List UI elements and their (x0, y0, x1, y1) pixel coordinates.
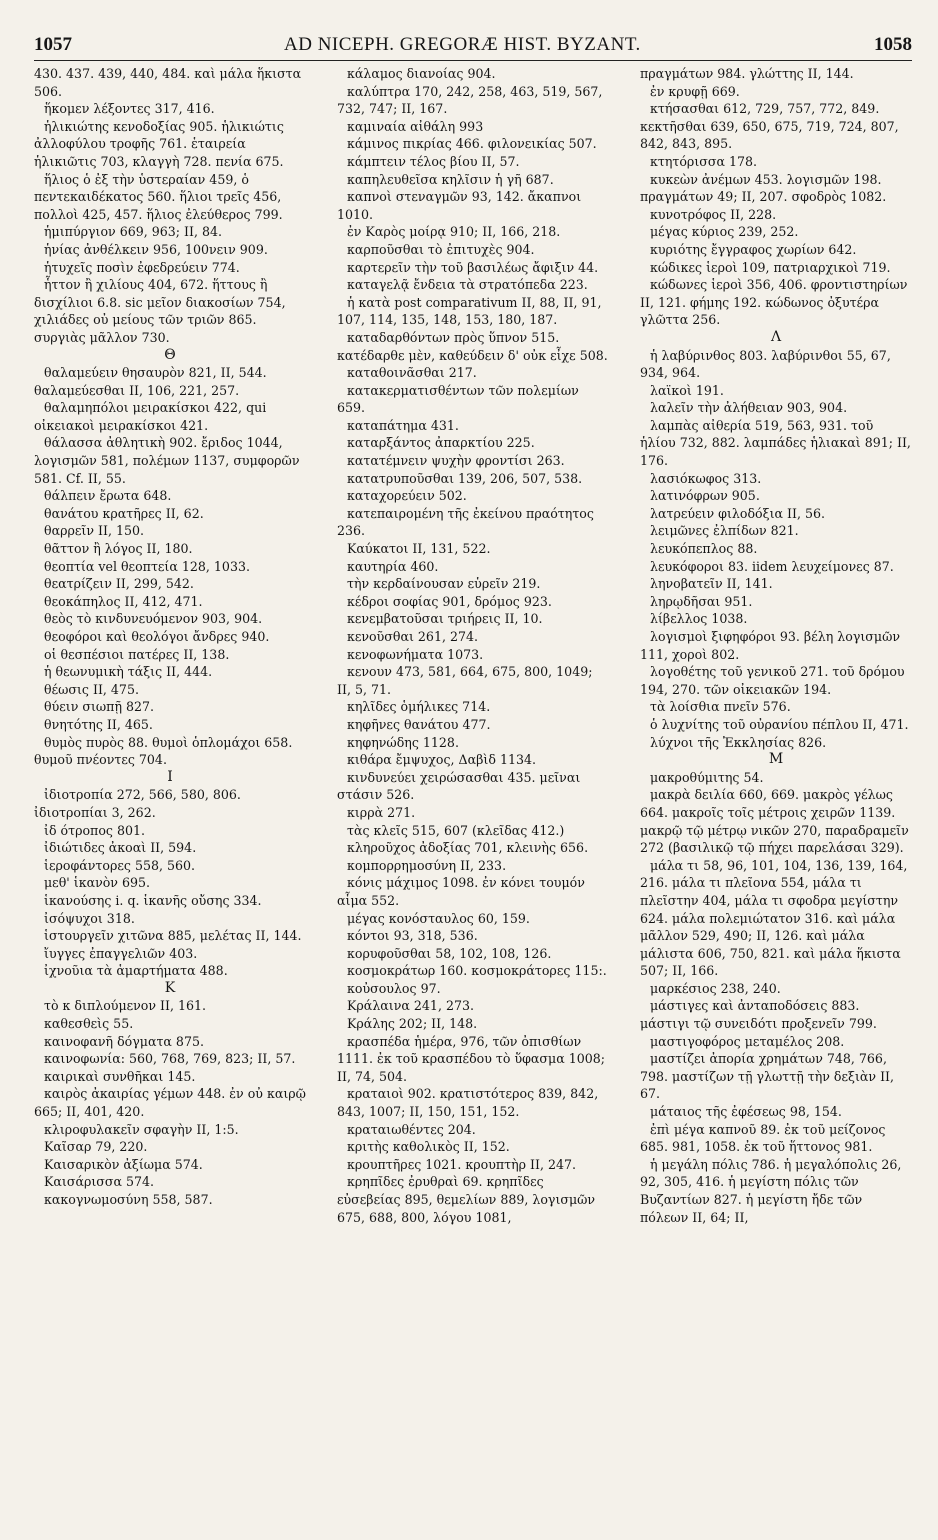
index-entry: καταθοινᾶσθαι 217. (347, 365, 477, 381)
index-entry: ἡνίας ἀνθέλκειν 956, 100νειν 909. (44, 241, 268, 257)
index-entry: μάταιος τῆς ἐφέσεως 98, 154. (650, 1104, 842, 1120)
index-entry: καταπάτημα 431. (347, 417, 459, 433)
index-entry: κώδωνες ἱεροὶ 356, 406. φροντιστηρίων II, 121. φήμης 192. κώδωνος ὀξυτέρα γλῶττα 256. (640, 277, 908, 328)
index-entry: κιθάρα ἔμψυχος, Δαβὶδ 1134. (347, 752, 537, 768)
index-entry: καταγελᾷ ἔνδεια τὰ στρατόπεδα 223. (347, 277, 588, 293)
index-entry: κοὐσουλος 97. (347, 980, 441, 996)
index-entry: καινοφανῆ δόγματα 875. (44, 1033, 204, 1049)
index-entry: θᾶττον ἢ λόγος II, 180. (44, 541, 193, 557)
index-entry: θεοπτία vel θεοπτεία 128, 1033. (44, 558, 250, 574)
index-entry: καρποῦσθαι τὸ ἐπιτυχὲς 904. (347, 241, 535, 257)
index-entry: λατρεύειν φιλοδόξια II, 56. (650, 505, 826, 521)
index-entry: μαρκέσιος 238, 240. (650, 980, 781, 996)
section-letter: Θ (164, 346, 176, 363)
index-entry: ἱεροφάντορες 558, 560. (44, 857, 196, 873)
index-entry: ἱκανούσης i. q. ἱκανῆς οὔσης 334. (44, 892, 262, 908)
index-entry: μακρὰ δειλία 660, 669. μακρὸς γέλως 664. μακροῖς τοῖς μέτροις χειρῶν 1139. μακρῷ τῷ μέτρῳ νικῶν 270, παραδραμεῖν 272 (βασιλικῷ τῷ πήχει παρελάσαι 329). (640, 787, 909, 856)
index-entry: τὸ κ διπλούμενον II, 161. (44, 998, 207, 1014)
index-entry: τὰς κλεῖς 515, 607 (κλεῖδας 412.) (347, 822, 565, 838)
index-entry: κατεπαιρομένη τῆς ἐκείνου πραότητος 236. (337, 505, 594, 539)
index-entry: Καισάρισσα 574. (44, 1174, 155, 1190)
index-entry: κενοφωνήματα 1073. (347, 646, 484, 662)
index-entry: ἰσόψυχοι 318. (44, 910, 135, 926)
index-entry: θύειν σιωπῇ 827. (44, 699, 155, 715)
index-entry: ἰδιώτιδες ἀκοαὶ II, 594. (44, 840, 197, 856)
running-title: AD NICEPH. GREGORÆ HIST. BYZANT. (284, 34, 641, 55)
index-columns (34, 65, 912, 1226)
index-entry: κέδροι σοφίας 901, δρόμος 923. (347, 593, 552, 609)
index-entry: καιρικαὶ συνθῆκαι 145. (44, 1068, 196, 1084)
index-entry: θάλασσα ἀθλητικὴ 902. ἔριδος 1044, λογισμῶν 581, πολέμων 1137, συμφορῶν 581. Cf. II, 55. (34, 435, 300, 486)
index-entry: θαρρεῖν II, 150. (44, 523, 145, 539)
index-entry: κρουπτῆρες 1021. κρουπτὴρ II, 247. (347, 1156, 577, 1172)
index-entry: καταδαρθόντων πρὸς ὕπνον 515. κατέδαρθε μὲν, καθεύδειν δ' οὐκ εἶχε 508. (337, 329, 608, 363)
index-entry: Κράλης 202; II, 148. (347, 1016, 478, 1032)
index-entry: ἡ λαβύρινθος 803. λαβύρινθοι 55, 67, 934, 964. (640, 347, 891, 381)
page-number-left: 1057 (34, 34, 72, 55)
index-entry: μέγας κονόσταυλος 60, 159. (347, 910, 530, 926)
index-entry: θνητότης II, 465. (44, 716, 153, 732)
index-entry: καταχορεύειν 502. (347, 488, 467, 504)
section-letter: M (768, 751, 784, 768)
index-entry: ἡλικιώτης κενοδοξίας 905. ἡλικιώτις ἀλλοφύλου τροφῆς 761. ἑταιρεία ἡλικιῶτις 703, κλαγγὴ 728. πενία 675. (34, 118, 284, 169)
index-entry: θεοκάπηλος II, 412, 471. (44, 593, 203, 609)
index-entry: κόνις μάχιμος 1098. ἐν κόνει τουμόν αἷμα 552. (337, 875, 585, 908)
index-entry: λίβελλος 1038. (650, 611, 748, 627)
index-entry: λευκόφοροι 83. iidem λευχείμονες 87. (650, 558, 894, 574)
index-entry: καθεσθεὶς 55. (44, 1016, 134, 1032)
index-entry: ἐν κρυφῇ 669. (650, 83, 740, 99)
index-entry: κηλῖδες ὁμήλικες 714. (347, 699, 491, 715)
index-entry: καινοφωνία: 560, 768, 769, 823; II, 57. (44, 1051, 296, 1067)
index-entry: θαλαμηπόλοι μειρακίσκοι 422, qui οἰκειακοὶ μειρακίσκοι 421. (34, 400, 267, 433)
section-letter: I (167, 768, 173, 785)
index-entry: θεοφόροι καὶ θεολόγοι ἄνδρες 940. (44, 629, 270, 644)
index-entry: λαμπὰς αἰθερία 519, 563, 931. τοῦ ἡλίου 732, 882. λαμπάδες ἡλιακαὶ 891; II, 176. (640, 417, 911, 469)
index-entry: κρηπῖδες ἐρυθραὶ 69. κρηπῖδες εὐσεβείας 895, θεμελίων 889, λογισμῶν 675, 688, 800, λόγου 1081, (337, 1174, 596, 1225)
index-entry: ἴυγγες ἐπαγγελιῶν 403. (44, 945, 198, 961)
index-entry: θανάτου κρατῆρες II, 62. (44, 505, 204, 521)
index-entry: κοσμοκράτωρ 160. κοσμοκράτορες 115:. (347, 963, 607, 979)
index-entry: κρασπέδα ἡμέρα, 976, τῶν ὀπισθίων 1111. ἐκ τοῦ κρασπέδου τὸ ὕφασμα 1008; II, 74, 504. (337, 1033, 606, 1084)
index-column-1 (34, 65, 306, 1226)
index-entry: κινδυνεύει χειρώσασθαι 435. μεῖναι στάσιν 526. (337, 769, 581, 803)
index-entry: κραταιωθέντες 204. (347, 1121, 476, 1137)
index-entry: θάλπειν ἔρωτα 648. (44, 488, 172, 504)
index-entry: θέωσις II, 475. (44, 681, 139, 697)
index-entry: κορυφοῦσθαι 58, 102, 108, 126. (347, 945, 552, 961)
index-entry: Κράλαινα 241, 273. (347, 998, 474, 1014)
index-entry: μεθ' ἱκανὸν 695. (44, 875, 151, 891)
index-entry: τὰ λοίσθια πνεῖν 576. (650, 699, 791, 715)
index-entry: κομπορρημοσύνη II, 233. (347, 857, 507, 873)
index-entry: κληροῦχος ἀδοξίας 701, κλεινὴς 656. (347, 840, 589, 856)
page-number-right: 1058 (874, 34, 912, 55)
index-entry: κηφηνώδης 1128. (347, 734, 459, 750)
index-entry: ἡ θεωνυμικὴ τάξις II, 444. (44, 664, 213, 680)
index-entry: μάστιγες καὶ ἀνταποδόσεις 883. μάστιγι τῷ συνειδότι προξενεῖν 799. (640, 998, 877, 1032)
index-entry: καπνοὶ στεναγμῶν 93, 142. ἄκαπνοι 1010. (337, 189, 582, 222)
index-entry: ἥλιος ὁ ἐξ τὴν ὑστεραίαν 459, ὁ πεντεκαιδέκατος 560. ἥλιοι τρεῖς 456, πολλοὶ 425, 457. ἥλιος ἐλεύθερος 799. (34, 171, 283, 222)
index-entry: ἰδ ότροπος 801. (44, 822, 146, 838)
index-entry: ἐν Καρὸς μοίρᾳ 910; II, 166, 218. (347, 224, 561, 240)
index-entry: καταρξάντος ἀπαρκτίου 225. (347, 435, 535, 451)
index-entry: κτήσασθαι 612, 729, 757, 772, 849. κεκτῆσθαι 639, 650, 675, 719, 724, 807, 842, 843, 895. (640, 101, 899, 152)
index-entry: κάμινος πικρίας 466. φιλονεικίας 507. (347, 136, 597, 152)
index-entry: ληρῳδῆσαι 951. (650, 593, 753, 609)
index-entry: ἡτυχεῖς ποσὶν ἐφεδρεύειν 774. (44, 259, 240, 275)
index-entry: κριτὴς καθολικὸς II, 152. (347, 1139, 510, 1155)
index-entry: κατακερματισθέντων τῶν πολεμίων 659. (337, 382, 579, 416)
index-entry: λογισμοὶ ξιφηφόροι 93. βέλη λογισμῶν 111, χοροὶ 802. (640, 629, 900, 662)
index-entry: κακογνωμοσύνη 558, 587. (44, 1192, 213, 1207)
index-entry: Καῖσαρ 79, 220. (44, 1139, 148, 1155)
index-entry: λατινόφρων 905. (650, 488, 760, 504)
index-entry: κώδικες ἱεροὶ 109, πατριαρχικοὶ 719. (650, 259, 891, 275)
index-entry: κιρρὰ 271. (347, 804, 416, 820)
index-entry: ἥκομεν λέξοντες 317, 416. (44, 101, 215, 117)
index-entry: ἰχνοῦια τὰ ἁμαρτήματα 488. (44, 963, 228, 979)
index-entry: καμιναία αἰθάλη 993 (347, 118, 484, 134)
index-entry: λασιόκωφος 313. (650, 470, 762, 486)
index-entry: θεατρίζειν II, 299, 542. (44, 576, 194, 592)
index-entry: ὁ λυχνίτης τοῦ οὐρανίου πέπλου II, 471. (650, 716, 909, 732)
page-header (34, 30, 912, 61)
index-entry: λύχνοι τῆς Ἐκκλησίας 826. (650, 734, 827, 750)
index-entry: κτητόρισσα 178. (650, 153, 758, 169)
index-entry: μέγας κύριος 239, 252. (650, 224, 799, 240)
index-entry: κατατέμνειν ψυχὴν φροντίσι 263. (347, 453, 565, 469)
index-entry: 430. 437. 439, 440, 484. καὶ μάλα ἥκιστα 506. (34, 66, 302, 99)
index-entry: κάμπτειν τέλος βίου II, 57. (347, 153, 520, 169)
index-entry: ἱστουργεῖν χιτῶνα 885, μελέτας II, 144. (44, 928, 302, 944)
index-entry: καιρὸς ἀκαιρίας γέμων 448. ἐν οὐ καιρῷ 665; II, 401, 420. (34, 1086, 306, 1120)
index-entry: λαλεῖν τὴν ἀλήθειαν 903, 904. (650, 400, 848, 416)
index-entry: μαστίζει ἀπορία χρημάτων 748, 766, 798. μαστίζων τῇ γλωττῇ τὴν δεξιὰν II, 67. (640, 1051, 895, 1102)
index-entry: μαστιγοφόρος μεταμέλος 208. (650, 1033, 845, 1049)
index-entry: καπηλευθεῖσα κηλῖσιν ἡ γῆ 687. (347, 171, 554, 187)
index-entry: λευκόπεπλος 88. (650, 541, 758, 557)
index-entry: κόντοι 93, 318, 536. (347, 928, 478, 944)
index-entry: τὴν κερδαίνουσαν εὑρεῖν 219. (347, 576, 541, 592)
index-entry: θεὸς τὸ κινδυνευόμενον 903, 904. (44, 611, 263, 627)
index-entry: κυκεὼν ἀνέμων 453. λογισμῶν 198. πραγμάτων 49; II, 207. σφοδρὸς 1082. (640, 171, 887, 205)
index-entry: θαλαμεύειν θησαυρὸν 821, II, 544. θαλαμεύεσθαι II, 106, 221, 257. (34, 365, 267, 398)
index-entry: κενεμβατοῦσαι τριήρεις II, 10. (347, 611, 543, 627)
index-entry: κραταιοὶ 902. κρατιστότερος 839, 842, 843, 1007; II, 150, 151, 152. (337, 1086, 599, 1120)
index-entry: καρτερεῖν τὴν τοῦ βασιλέως ἄφιξιν 44. (347, 259, 599, 275)
index-entry: κενοῦσθαι 261, 274. (347, 629, 478, 644)
index-entry: ἐπὶ μέγα καπνοῦ 89. ἐκ τοῦ μείζονος 685. 981, 1058. ἐκ τοῦ ἥττονος 981. (640, 1121, 886, 1155)
index-entry: ἡμιπύργιον 669, 963; II, 84. (44, 224, 223, 240)
index-entry: ἧττον ἢ χιλίους 404, 672. ἥττους ἢ δισχίλιοι 6.8. sic μεῖον διακοσίων 754, χιλιάδες οὐ μείους τῶν τριῶν 865. συργιὰς μᾶλλον 730. (34, 277, 286, 345)
index-entry: κλιροφυλακεῖν σφαγὴν II, 1:5. (44, 1121, 239, 1137)
index-entry: θυμὸς πυρὸς 88. θυμοὶ ὁπλομάχοι 658. θυμοῦ πνέοντες 704. (34, 734, 293, 768)
index-entry: ἰδιοτροπία 272, 566, 580, 806. ἰδιοτροπίαι 3, 262. (34, 787, 241, 820)
index-column-2 (337, 65, 609, 1226)
index-entry: λειμῶνες ἐλπίδων 821. (650, 523, 799, 539)
index-entry: ἡ μεγάλη πόλις 786. ἡ μεγαλόπολις 26, 92, 305, 416. ἡ μεγίστη πόλις τῶν Βυζαντίων 827. ἡ μεγίστη ἤδε τῶν πόλεων II, 64; II, (640, 1156, 902, 1225)
index-entry: μακροθύμιτης 54. (650, 769, 764, 785)
index-entry: κυριότης ἔγγραφος χωρίων 642. (650, 241, 857, 257)
index-entry: λαϊκοὶ 191. (650, 382, 724, 398)
index-entry: κηφῆνες θανάτου 477. (347, 716, 491, 732)
index-entry: κενουν 473, 581, 664, 675, 800, 1049; II, 5, 71. (337, 664, 593, 697)
index-entry: ληνοβατεῖν II, 141. (650, 576, 773, 592)
section-letter: K (164, 979, 176, 996)
index-entry: καυτηρία 460. (347, 558, 439, 574)
index-entry: Καισαρικὸν ἀξίωμα 574. (44, 1156, 203, 1172)
index-entry: πραγμάτων 984. γλώττης II, 144. (640, 66, 854, 81)
index-entry: καλύπτρα 170, 242, 258, 463, 519, 567, 732, 747; II, 167. (337, 83, 603, 117)
index-column-3 (640, 65, 912, 1226)
index-entry: ἡ κατὰ post comparativum II, 88, II, 91, 107, 114, 135, 148, 153, 180, 187. (337, 294, 602, 328)
section-letter: Λ (770, 328, 782, 345)
index-entry: μάλα τι 58, 96, 101, 104, 136, 139, 164, 216. μάλα τι πλεῖονα 554, μάλα τι πλεῖστην 404, μάλα τι σφοδρα μεγίστην 624. μάλα πολεμιώτατον 316. καὶ μάλα μᾶλλον 529, 490; II, 126. καὶ μάλα μάλιστα 606, 750, 821. καὶ μάλα ἥκιστα 507; II, 166. (640, 857, 908, 979)
index-entry: κάλαμος διανοίας 904. (347, 66, 496, 81)
index-entry: λογοθέτης τοῦ γενικοῦ 271. τοῦ δρόμου 194, 270. τῶν οἰκειακῶν 194. (640, 664, 905, 697)
index-entry: οἱ θεσπέσιοι πατέρες II, 138. (44, 646, 230, 662)
index-entry: Καύκατοι II, 131, 522. (347, 541, 491, 557)
index-entry: κυνοτρόφος II, 228. (650, 206, 777, 222)
index-entry: κατατρυποῦσθαι 139, 206, 507, 538. (347, 470, 583, 486)
